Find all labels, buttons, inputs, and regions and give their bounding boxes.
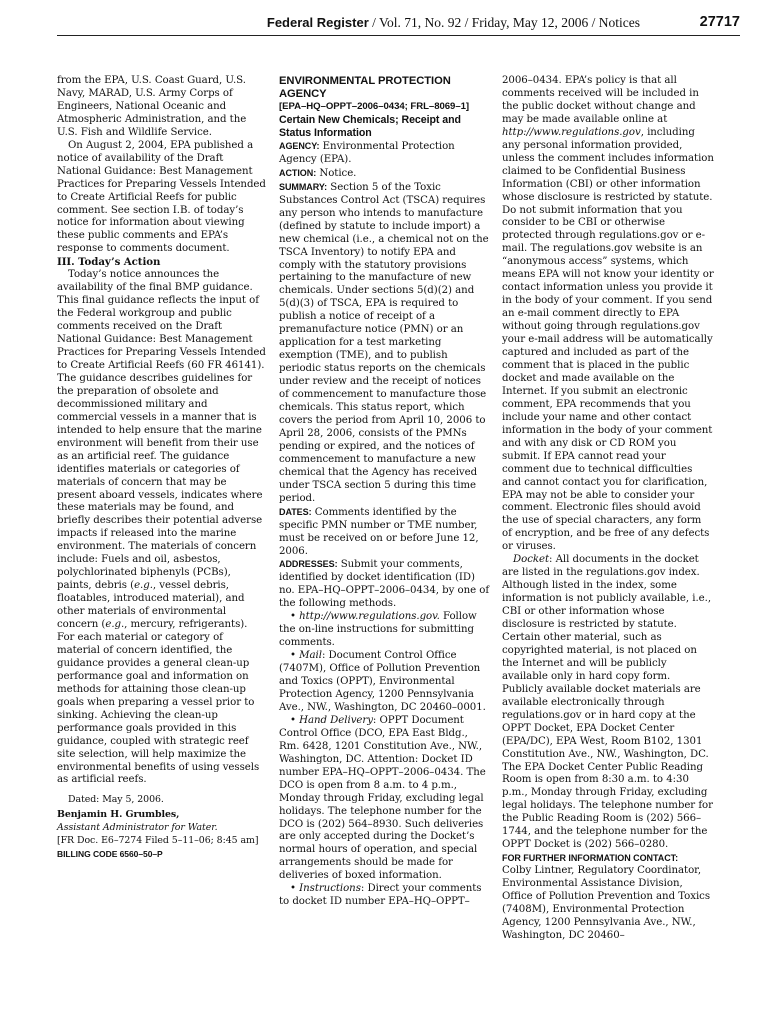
addresses-paragraph: ADDRESSES: Submit your comments, identified by docket identification (ID) no. EPA–HQ–OPPT–2006–0434, by one of the following methods. bbox=[279, 559, 490, 610]
regulations-link[interactable]: http://www.regulations.gov bbox=[502, 126, 641, 138]
summary-paragraph: SUMMARY: Section 5 of the Toxic Substances Control Act (TSCA) requires any person who intends to manufacture (defined by statute to include import) a new chemical (i.e., a chemical not on the TSCA Inventory) to notify EPA and comply with the statutory provisions pertaining to the manufacture of new chemicals. Under sections 5(d)(2) and 5(d)(3) of TSCA, EPA is required to publish a notice of receipt of a premanufacture notice (PMN) or an application for a test marketing exemption (TME), and to publish periodic status reports on the chemicals under review and the receipt of notices of commencement to manufacture those chemicals. This status report, which covers the period from April 10, 2006 to April 28, 2006, consists of the PMNs pending or expired, and the notices of commencement to manufacture a new chemical that the Agency has received under TSCA section 5 during this time period. bbox=[279, 181, 489, 504]
billing-code: BILLING CODE 6560–50–P bbox=[57, 849, 163, 860]
header-citation bbox=[267, 15, 640, 31]
bullet-instructions: • Instructions: Direct your comments to docket ID number EPA–HQ–OPPT– bbox=[279, 883, 482, 908]
dated-line: Dated: May 5, 2006. bbox=[68, 794, 164, 806]
signer-title: Assistant Administrator for Water. bbox=[57, 822, 218, 834]
bullet-hand-delivery: • Hand Delivery: OPPT Document Control Office (DCO, EPA East Bldg., Rm. 6428, 1201 Constitution Ave., NW., Washington, DC. Attention: Docket ID number EPA–HQ–OPPT–2006–0434. The DCO is open from 8 a.m. to 4 p.m., Monday through Friday, excluding legal holidays. The telephone number for the DCO is (202) 564–8930. Such deliveries are only accepted during the Docket’s normal hours of operation, and special arrangements should be made for deliveries of boxed information. bbox=[279, 714, 486, 882]
action-line: ACTION: Notice. bbox=[279, 167, 357, 179]
publication-title: Federal Register bbox=[266, 15, 369, 30]
page-header bbox=[57, 9, 740, 36]
agency-heading: ENVIRONMENTAL PROTECTION AGENCY bbox=[279, 75, 451, 100]
page-number: 27717 bbox=[699, 14, 740, 30]
dates-paragraph: DATES: Comments identified by the specific PMN number or TME number, must be received on or before June 12, 2006. bbox=[279, 506, 479, 557]
addresses-label: ADDRESSES: bbox=[279, 559, 338, 570]
section-heading: III. Today’s Action bbox=[57, 256, 161, 269]
column-2 bbox=[279, 75, 491, 909]
regulations-link[interactable]: http://www.regulations.gov. bbox=[299, 611, 440, 623]
contact-label: FOR FURTHER INFORMATION CONTACT: bbox=[502, 853, 679, 864]
column-3 bbox=[502, 75, 714, 943]
agency-line: AGENCY: Environmental Protection Agency (EPA). bbox=[279, 140, 455, 165]
agency-label: AGENCY: bbox=[279, 140, 320, 151]
issue-info: / Vol. 71, No. 92 / Friday, May 12, 2006 / Notices bbox=[368, 15, 640, 30]
notice-title: Certain New Chemicals; Receipt and Status Information bbox=[279, 113, 461, 139]
signer-name: Benjamin H. Grumbles, bbox=[57, 809, 180, 821]
paragraph: from the EPA, U.S. Coast Guard, U.S. Navy, MARAD, U.S. Army Corps of Engineers, National Oceanic and Atmospheric Administration, and the U.S. Fish and Wildlife Service. bbox=[57, 75, 247, 138]
summary-label: SUMMARY: bbox=[279, 181, 328, 192]
paragraph: On August 2, 2004, EPA published a notice of availability of the Draft National Guidance: Best Management Practices for Preparing Vessels Intended to Create Artificial Reefs for public comment. See section I.B. of today’s notice for information about viewing these public comments and EPA’s response to comments document. bbox=[57, 139, 266, 255]
docket-number: [EPA–HQ–OPPT–2006–0434; FRL–8069–1] bbox=[279, 101, 470, 112]
bullet-mail: • Mail: Document Control Office (7407M), Office of Pollution Prevention and Toxics (OPPT), Environmental Protection Agency, 1200 Pennsylvania Ave., NW., Washington, DC 20460–0001. bbox=[279, 650, 486, 713]
docket-paragraph: Docket: All documents in the docket are listed in the regulations.gov index. Although listed in the index, some information is not publicly available, i.e., CBI or other information whose disclosure is restricted by statute. Certain other material, such as copyrighted material, is not placed on the Internet and will be publicly available only in hard copy form. Publicly available docket materials are available electronically through regulations.gov or in hard copy at the OPPT Docket, EPA Docket Center (EPA/DC), EPA West, Room B102, 1301 Constitution Ave., NW., Washington, DC. The EPA Docket Center Public Reading Room is open from 8:30 a.m. to 4:30 p.m., Monday through Friday, excluding legal holidays. The telephone number for the Public Reading Room is (202) 566–1744, and the telephone number for the OPPT Docket is (202) 566–0280. bbox=[502, 554, 713, 851]
dates-label: DATES: bbox=[279, 506, 312, 517]
column-1 bbox=[57, 75, 267, 861]
contact-paragraph: Colby Lintner, Regulatory Coordinator, Environmental Assistance Division, Office of Pollution Prevention and Toxics (7408M), Environmental Protection Agency, 1200 Pennsylvania Ave., NW., Washington, DC 20460– bbox=[502, 865, 711, 941]
fr-doc-line: [FR Doc. E6–7274 Filed 5–11–06; 8:45 am] bbox=[57, 835, 259, 847]
action-label: ACTION: bbox=[279, 167, 317, 178]
bullet-website: • http://www.regulations.gov. Follow the on-line instructions for submitting comments. bbox=[279, 611, 477, 649]
paragraph: Today’s notice announces the availability of the final BMP guidance. This final guidance reflects the input of the Federal workgroup and public comments received on the Draft National Guidance: Best Management Practices for Preparing Vessels Intended to Create Artificial Reefs (60 FR 46141). The guidance describes guidelines for the preparation of obsolete and decommissioned military and commercial vessels in a manner that is intended to help ensure that the marine environment will benefit from their use as an artificial reef. The guidance identifies materials or categories of materials of concern that may be present aboard vessels, indicates where these materials may be found, and briefly describes their potential adverse impacts if released into the marine environment. The materials of concern include: Fuels and oil, asbestos, polychlorinated biphenyls (PCBs), paints, debris (e.g., vessel debris, floatables, introduced material), and other materials of environmental concern (e.g., mercury, refrigerants). For each material or category of material of concern identified, the guidance provides a general clean-up performance goal and information on methods for attaining those clean-up goals when preparing a vessel prior to sinking. Achieving the clean-up performance goals provided in this guidance, coupled with strategic reef site selection, will help maximize the environmental benefits of using vessels as artificial reefs. bbox=[57, 269, 266, 786]
paragraph: 2006–0434. EPA’s policy is that all comments received will be included in the public docket without change and may be made available online at http://www.regulations.gov, including any personal information provided, unless the comment includes information claimed to be Confidential Business Information (CBI) or other information whose disclosure is restricted by statute. Do not submit information that you consider to be CBI or otherwise protected through regulations.gov or e-mail. The regulations.gov website is an “anonymous access” systems, which means EPA will not know your identity or contact information unless you provide it in the body of your comment. If you send an e-mail comment directly to EPA without going through regulations.gov your e-mail address will be automatically captured and included as part of the comment that is placed in the public docket and made available on the Internet. If you submit an electronic comment, EPA recommends that you include your name and other contact information in the body of your comment and with any disk or CD ROM you submit. If EPA cannot read your comment due to technical difficulties and cannot contact you for clarification, EPA may not be able to consider your comment. Electronic files should avoid the use of special characters, any form of encryption, and be free of any defects or viruses. bbox=[502, 75, 714, 553]
